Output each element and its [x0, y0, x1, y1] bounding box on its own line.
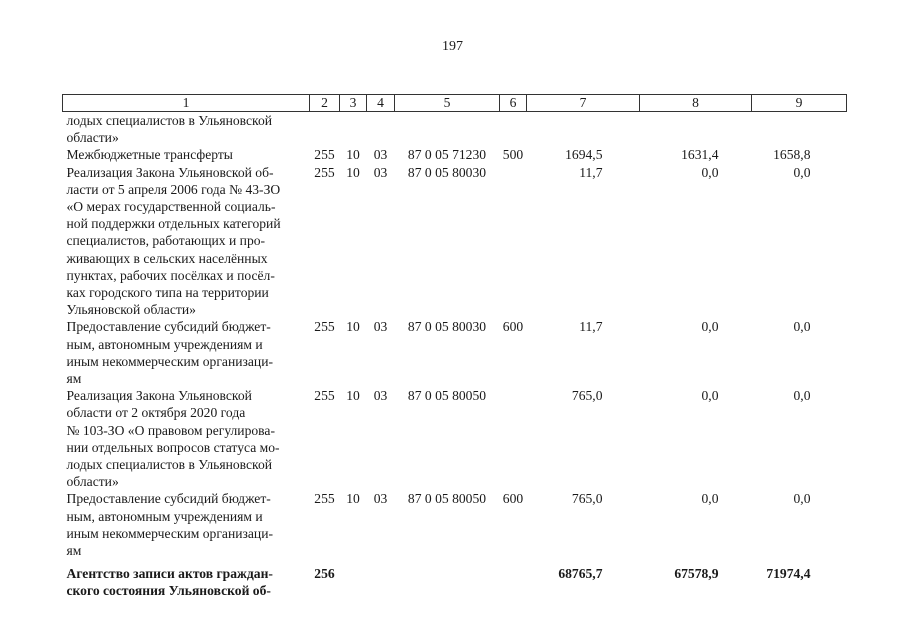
amount-col7-cell: 11,7: [579, 164, 603, 180]
page-number: 197: [442, 39, 463, 54]
subsection-code-cell: 03: [373, 388, 388, 404]
row-name-line: ным, автономным учреждениям и: [66, 336, 263, 352]
section-code-cell: [340, 112, 367, 147]
expense-type-cell: [500, 559, 527, 599]
section-code-cell: 10: [346, 319, 360, 335]
row-name-cell: [63, 490, 310, 559]
row-name-line: Реализация Закона Ульяновской: [66, 388, 252, 404]
row-name-line: Предоставление субсидий бюджет-: [66, 491, 271, 507]
row-name-line: области от 2 октября 2020 года: [66, 405, 246, 421]
amount-col7-cell: 68765,7: [558, 566, 603, 582]
col-header-8: 8: [640, 95, 752, 112]
row-name-cell: [63, 387, 310, 490]
subsection-code-cell: [367, 559, 395, 599]
expense-type-cell: 500: [502, 147, 524, 163]
amount-col9-cell: [752, 112, 847, 147]
row-name-line: ласти от 5 апреля 2006 года № 43-ЗО: [66, 181, 281, 197]
subsection-code-cell: 03: [373, 491, 388, 507]
admin-code-cell: 255: [314, 388, 335, 404]
expense-type-cell: 600: [502, 319, 524, 335]
expense-type-cell: [500, 164, 527, 319]
amount-col9-cell: 1658,8: [773, 147, 811, 163]
amount-col7-cell: 11,7: [579, 319, 603, 335]
subsection-code-cell: 03: [373, 164, 388, 180]
target-article-cell: 87 0 05 80050: [407, 388, 487, 404]
row-name-line: иным некоммерческим организаци-: [66, 525, 273, 541]
expense-type-cell: 600: [502, 491, 524, 507]
row-name-line: Межбюджетные трансферты: [66, 147, 233, 163]
table-row: [63, 146, 847, 163]
section-code-cell: [340, 559, 367, 599]
amount-col8-cell: 67578,9: [674, 566, 719, 582]
row-name-line: № 103-ЗО «О правовом регулирова-: [66, 422, 275, 438]
table-body: [63, 112, 847, 600]
row-name-line: ям: [66, 371, 82, 387]
target-article-cell: [395, 559, 500, 599]
admin-code-cell: 255: [314, 147, 335, 163]
row-name-line: нии отдельных вопросов статуса мо-: [66, 439, 280, 455]
row-name-line: лодых специалистов в Ульяновской: [66, 457, 273, 473]
row-name-line: иным некоммерческим организаци-: [66, 353, 273, 369]
amount-col7-cell: [527, 112, 640, 147]
amount-col9-cell: 0,0: [793, 319, 811, 335]
budget-table: [62, 94, 847, 600]
amount-col7-cell: 1694,5: [565, 147, 603, 163]
row-name-line: Ульяновской области»: [66, 302, 196, 318]
col-header-9: 9: [752, 95, 847, 112]
row-name-line: Агентство записи актов граждан-: [66, 566, 273, 582]
header-row: [63, 95, 847, 112]
section-code-cell: 10: [346, 147, 360, 163]
target-article-cell: 87 0 05 80030: [407, 319, 487, 335]
table-row: [63, 318, 847, 387]
col-header-1: 1: [63, 95, 310, 112]
amount-col8-cell: 0,0: [701, 319, 719, 335]
row-name-line: ках городского типа на территории: [66, 285, 269, 301]
section-code-cell: 10: [346, 388, 360, 404]
section-code-cell: 10: [346, 164, 360, 180]
row-name-line: живающих в сельских населённых: [66, 250, 268, 266]
amount-col8-cell: 1631,4: [681, 147, 719, 163]
amount-col7-cell: 765,0: [571, 388, 603, 404]
row-name-line: области»: [66, 130, 119, 146]
target-article-cell: 87 0 05 71230: [407, 147, 487, 163]
section-code-cell: 10: [346, 491, 360, 507]
table-row: [63, 164, 847, 319]
amount-col9-cell: 0,0: [793, 164, 811, 180]
table-row: [63, 490, 847, 559]
expense-type-cell: [500, 112, 527, 147]
row-name-cell: [63, 112, 310, 147]
amount-col8-cell: 0,0: [701, 491, 719, 507]
row-name-line: специалистов, работающих и про-: [66, 233, 266, 249]
admin-code-cell: 256: [314, 566, 335, 582]
subsection-code-cell: [367, 112, 395, 147]
col-header-2: 2: [310, 95, 340, 112]
row-name-line: ям: [66, 543, 82, 559]
row-name-line: лодых специалистов в Ульяновской: [66, 113, 273, 128]
row-name-cell: [63, 318, 310, 387]
subsection-code-cell: 03: [373, 319, 388, 335]
row-name-cell: [63, 146, 310, 163]
col-header-6: 6: [500, 95, 527, 112]
row-name-cell: [63, 164, 310, 319]
table-row: [63, 112, 847, 147]
col-header-7: 7: [527, 95, 640, 112]
table-row-total: [63, 559, 847, 599]
admin-code-cell: 255: [314, 491, 335, 507]
admin-code-cell: [310, 112, 340, 147]
row-name-line: ной поддержки отдельных категорий: [66, 216, 281, 232]
row-name-cell: [63, 559, 310, 599]
row-name-line: области»: [66, 474, 119, 490]
admin-code-cell: 255: [314, 319, 335, 335]
amount-col7-cell: 765,0: [571, 491, 603, 507]
target-article-cell: 87 0 05 80050: [407, 491, 487, 507]
amount-col8-cell: [640, 112, 752, 147]
table-row: [63, 387, 847, 490]
subsection-code-cell: 03: [373, 147, 388, 163]
amount-col9-cell: 0,0: [793, 491, 811, 507]
col-header-3: 3: [340, 95, 367, 112]
row-name-line: Реализация Закона Ульяновской об-: [66, 164, 274, 180]
amount-col9-cell: 71974,4: [766, 566, 811, 582]
row-name-line: «О мерах государственной социаль-: [66, 199, 276, 215]
row-name-line: пунктах, рабочих посёлках и посёл-: [66, 267, 275, 283]
row-name-line: Предоставление субсидий бюджет-: [66, 319, 271, 335]
target-article-cell: [395, 112, 500, 147]
amount-col8-cell: 0,0: [701, 164, 719, 180]
col-header-4: 4: [367, 95, 395, 112]
amount-col9-cell: 0,0: [793, 388, 811, 404]
admin-code-cell: 255: [314, 164, 335, 180]
expense-type-cell: [500, 387, 527, 490]
col-header-5: 5: [395, 95, 500, 112]
target-article-cell: 87 0 05 80030: [407, 164, 487, 180]
amount-col8-cell: 0,0: [701, 388, 719, 404]
row-name-line: ского состояния Ульяновской об-: [66, 583, 271, 599]
row-name-line: ным, автономным учреждениям и: [66, 508, 263, 524]
